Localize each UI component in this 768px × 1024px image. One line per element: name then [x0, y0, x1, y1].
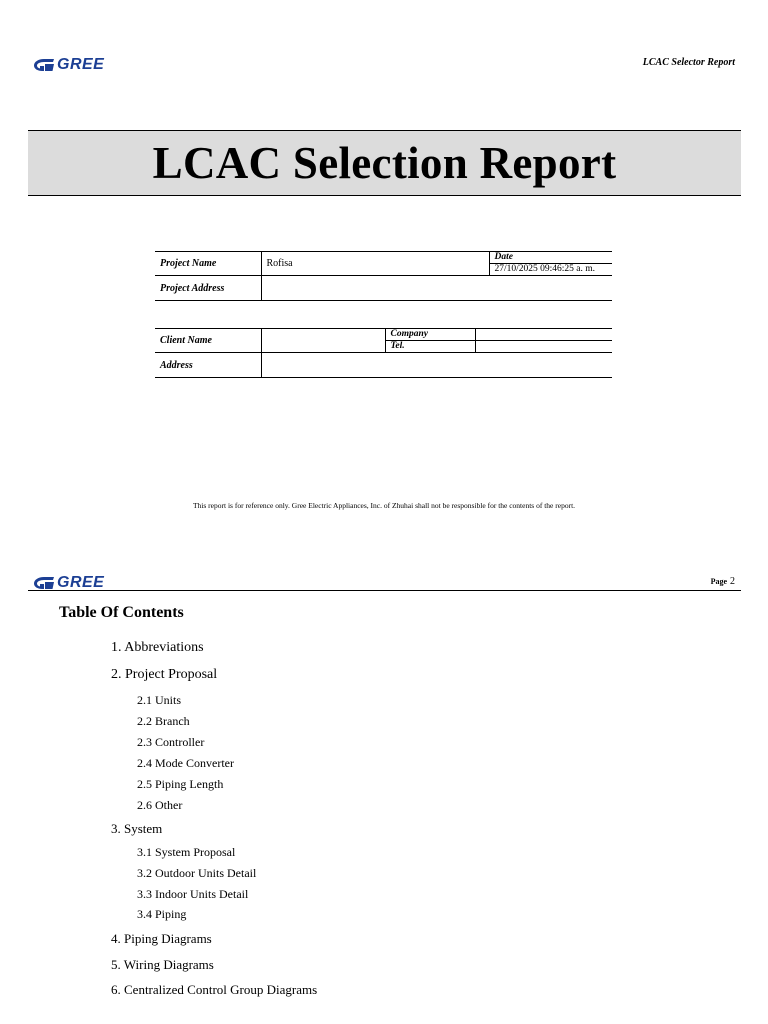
- gree-logo: [33, 575, 104, 591]
- project-address-label: Project Address: [155, 276, 261, 301]
- tel-value: [475, 341, 612, 353]
- toc-subitem[interactable]: 2.4 Mode Converter: [137, 756, 234, 770]
- project-name-value: Rofisa: [261, 252, 489, 276]
- report-title: LCAC Selection Report: [152, 138, 617, 188]
- toc-subitem[interactable]: 2.5 Piping Length: [137, 777, 224, 791]
- report-header-label: LCAC Selector Report: [642, 57, 735, 68]
- toc-subitem[interactable]: 3.1 System Proposal: [137, 845, 236, 859]
- toc-item[interactable]: 5. Wiring Diagrams: [111, 957, 214, 972]
- gree-logo-text: GREE: [57, 56, 105, 73]
- date-value: 27/10/2025 09:46:25 a. m.: [489, 264, 612, 276]
- toc-subitem[interactable]: 3.2 Outdoor Units Detail: [137, 866, 257, 880]
- header-rule: [28, 590, 741, 591]
- project-info-table: [155, 251, 612, 301]
- toc-item[interactable]: 1. Abbreviations: [111, 640, 204, 655]
- gree-swirl-icon: [33, 58, 55, 72]
- toc-item[interactable]: 6. Centralized Control Group Diagrams: [111, 982, 318, 997]
- gree-logo-text: GREE: [57, 574, 105, 591]
- client-info-table: [155, 328, 612, 378]
- toc-subitem[interactable]: 2.3 Controller: [137, 735, 205, 749]
- toc-item[interactable]: 4. Piping Diagrams: [111, 931, 212, 946]
- page-number: [711, 576, 735, 587]
- toc-item[interactable]: 2. Project Proposal: [111, 667, 218, 682]
- toc-item[interactable]: 3. System: [111, 821, 163, 836]
- project-address-value: [261, 276, 612, 301]
- client-name-value: [261, 329, 385, 353]
- client-address-label: Address: [155, 353, 261, 378]
- project-name-label: Project Name: [155, 252, 261, 276]
- toc-subitem[interactable]: 2.6 Other: [137, 798, 183, 812]
- toc-subitem[interactable]: 3.4 Piping: [137, 907, 187, 921]
- toc-title: Table Of Contents: [59, 604, 184, 621]
- gree-swirl-icon: [33, 576, 55, 590]
- company-label: Company: [385, 329, 475, 341]
- toc-subitem[interactable]: 2.1 Units: [137, 693, 182, 707]
- client-address-value: [261, 353, 612, 378]
- company-value: [475, 329, 612, 341]
- toc-subitem[interactable]: 2.2 Branch: [137, 714, 190, 728]
- gree-logo: [33, 57, 104, 73]
- disclaimer: This report is for reference only. Gree Electric Appliances, Inc. of Zhuhai shall not be responsible for the contents of the report.: [192, 501, 576, 510]
- title-band: [28, 130, 741, 196]
- page-label: Page: [710, 577, 727, 586]
- date-label: Date: [489, 252, 612, 264]
- tel-label: Tel.: [385, 341, 475, 353]
- client-name-label: Client Name: [155, 329, 261, 353]
- page-number-value: 2: [730, 576, 735, 587]
- toc-subitem[interactable]: 3.3 Indoor Units Detail: [137, 887, 249, 901]
